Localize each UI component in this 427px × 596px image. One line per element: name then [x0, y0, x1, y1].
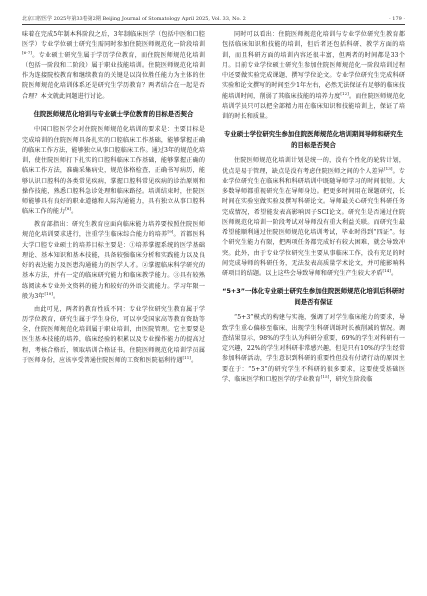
paragraph-residency-requirements: 中国口腔医学会对住院医师规范化培训的要求是：主要目标是完成培训的住院医师具备扎实的口腔临床工作基础，能够掌握正确的临床工作方法，能够独立从事口腔临床工作。通过3年的规范化培训，使住院医师打下扎实的口腔科临床工作基础，能够掌握正确的临床工作方法，准确采集病史，规范体格检查，正确书写病历，能够认识口腔科的各类常见疾病，掌握口腔科常见疾病的诊治原则和操作技能，熟悉口腔科急诊处理和临床路径。培训结束时，住院医师能够具有良好的职业道德和人际沟通能力，具有独立从事口腔科临床工作的能力[8]。 [22, 126, 205, 216]
section-heading-goals: 住院医师规范化培训与专业硕士学位教育的目标是否契合 [33, 109, 194, 118]
left-column [22, 30, 205, 369]
paragraph-mentor-conflict: 住院医师规范化培训计划是统一的，没有个性化的轮转计划，优点是易于管理，缺点是没有考虑住院医师之间的个人差异[13]。专业学位研究生在临床科和科研培训中既随导师学习的时间很短。大多数导师都重视研究生在导师身边。把更多时间用在课题研究，长时间在实验室做实验及撰写科研论文。导师最关心研究生科研任务完成情况，希望能发表高影响因子SCI论文。研究生是否通过住院医师规范化培训一阶段考试对导师没有重大利益关联。而研究生最希望能顺利通过住院医师规范化培训考试，毕业时得到“四证”。每个研究生能力有限，把两项任务都完成好有较大困难，就会导致冲突。此外，由于专业学位研究生主要从事临床工作，没有充足的时间完成导师的科研任务，无法发表高质量学术论文，并可能影响科研项目的结题。以上这些会导致导师和研究生产生较大矛盾[14]。 [222, 157, 405, 277]
paragraph-comparison: 由此可见，两者的教育性质不同：专业学位研究生教育属于学历学位教育，研究生属于学生身份，可以享受国家高等教育资助等全，住院医师规范化培训属于职业培训，由医院管理。它主要要是医生基本技能的培养，临床经验的积累以及专业操作能力的提高过程，考核合格后，领取培训合格证书。住院医师规范化培训学员属于医师身份，应该享受普通住院医师的工资和医院福利待遇[11]。 [22, 305, 205, 364]
page-number: · 179 · [389, 16, 405, 22]
paragraph-training-time: 同时可以看出：住院医师规范化培训与专业学位研究生教育都包括临床知识和技能的培训，但后者还包括科研、教学方面的培训，而且科研方面的培训内容还很丰富，但两者的时间都是33个月。目前专业学位硕士研究生参加住院医师规范化一阶段培训过程中还要做实验完成课题、撰写学位论文。专业学位研究生完成科研实验和论文撰写的时间至少1年左右，必然无法保证有足够的临床技能培训时间，削弱了其临床技能的培养力度[12]。而住院医师规范化培训学员只可以把全部精力用在临床知识和技能培训上，保证了培训的时长和质量。 [222, 31, 405, 120]
paragraph-5plus3-model: “5+3”模式的构建与实施，强调了对学生临床能力的要求，导致学生重心偏移至临床，出现学生科研训练时长被削减的情况。调查结果显示，98%的学生认为科研分重要，69%的学生对科研有一定兴趣，22%的学生对科研非常感兴趣，但是只有10%的学生经常参加科研活动，学生意识到科研的重要性但没有付诸行动的原因主要在于：“5+3”的研究学生不科研的很多要求，这要使受基础医学、临床医学和口腔医学的学业教育[15]，研究生阶段临 [222, 314, 405, 383]
section-heading-mentor-goals: 专业硕士学位研究生参加住院医师规范化培训期间导师和研究生的目标是否契合 [224, 130, 403, 149]
running-header-left: 北京口腔医学 2025年第33卷第2期 Beijing Journal of Stomatology April 2025, Vol. 33, No. 2 [22, 16, 246, 22]
running-header [22, 10, 405, 25]
paragraph-intro-continued: 味着在完成5年制本科阶段之后，3年制临床医学（包括中医和口腔医学）专业学位硕士研究生需同时参加住院医师规范化一阶段培训[6-7]。专业硕士研究生属于学历学位教育，而住院医师规范化培训（包括一阶段和二阶段）属于职业技能培训。住院医师规范化培训作为连接院校教育和继续教育的关键是以岗位胜任能力为主体的住院医师规范化培训体系还是研究生学历教育？两者结合在一起是否合理？本文就此问题进行讨论。 [22, 31, 205, 100]
right-column [222, 30, 405, 388]
paragraph-ministry-education: 教育部指出：研究生教育应面向临床能力培养要按照住院医师规范化培训要求进行，注重学生临床综合能力的培养[9]。首都医科大学口腔专业硕士的培养目标主要是：①培养掌握系统的医学基础理论、基本知识和基本技能，具备较强临床分析和实践能力以及良好的表达能力及医患沟通能力的医学人才。②掌握临床科学研究的基本方法，并有一定的临床研究能力和临床教学能力。③具有较熟练阅读本专业外文资料的能力和较好的外语交流能力。学习年限一般为3年[10]。 [22, 221, 205, 300]
section-heading-research-time: “5+3”一体化专业硕士研究生参加住院医师规范化培训后科研时间是否有保证 [222, 287, 405, 306]
